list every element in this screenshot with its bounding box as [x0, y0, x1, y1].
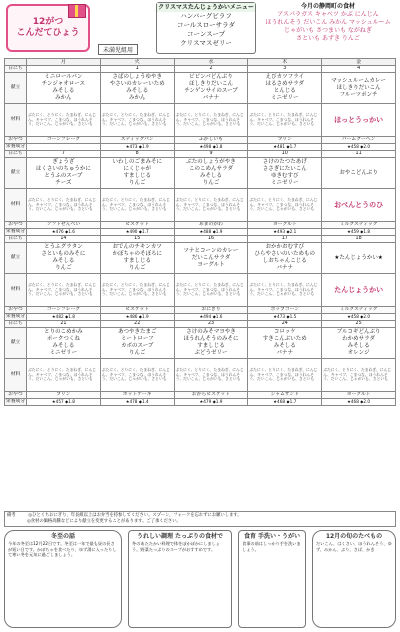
row-label: おやつ [5, 392, 27, 399]
date-cell: 2 [174, 66, 248, 73]
nutrition-cell: ★490 ◆1.7 [100, 229, 174, 236]
dish-item: りんご [128, 265, 146, 271]
date-cell: 1 [100, 66, 174, 73]
snack-cell: ホットケーキ [100, 392, 174, 399]
snack-cell: スティックパン [100, 137, 174, 144]
dish-cell [248, 243, 322, 274]
material-row [5, 104, 396, 137]
dish-row [5, 243, 396, 274]
toji-box [4, 530, 122, 628]
dish-item: やさいのカレーいため [109, 81, 165, 87]
snack-cell: ミルクスティック [322, 307, 396, 314]
dish-cell [100, 158, 174, 189]
row-label: 栄養成分 [5, 229, 26, 234]
dish-item: ミニロールパン [44, 74, 83, 80]
remark-line: ◎ひとくちおにぎり、年長組以上はお弁当を持参してください。スプーン、フォークを忘れずにお願いします。 [28, 513, 242, 518]
snack-cell: あまのがわ [174, 222, 248, 229]
nutrition-cell: ★473 ◆1.5 [248, 314, 322, 321]
material-cell: ぶたにく、とりにく、たまねぎ、にんじん、キャベツ、こまつな、ほうれんそう、だいこん、じゃがいも、さといも [100, 359, 174, 392]
cooking-title: うれしい調理 たっぷりの食材で [136, 533, 224, 540]
xmas-menu-box [156, 2, 256, 54]
nutrition-cell: ★478 ◆1.4 [100, 399, 174, 406]
toji-title: 冬至の話 [50, 533, 75, 540]
snack-cell: ヨーグルト [322, 392, 396, 399]
header [0, 0, 400, 56]
season-heading: 今月の静岡町の食材 [300, 3, 355, 10]
dish-item: バナナ [276, 265, 294, 271]
row-label: 材料 [5, 189, 27, 222]
weekday-header: 火 [100, 59, 174, 66]
dish-item: ツナとコーンのカレー [183, 247, 239, 254]
snack-cell: ポップコーン [248, 307, 322, 314]
material-cell: ぶたにく、とりにく、たまねぎ、にんじん、キャベツ、こまつな、ほうれんそう、だいこん、じゃがいも、さといも [174, 104, 248, 137]
dish-item: みそしる [52, 88, 75, 94]
snack-row [5, 392, 396, 399]
material-cell: ぶたにく、とりにく、たまねぎ、にんじん、キャベツ、こまつな、ほうれんそう、だいこん、じゃがいも、さといも [100, 104, 174, 137]
xmas-item: コーンスープ [186, 30, 226, 38]
dish-row [5, 73, 396, 104]
material-cell: ぶたにく、とりにく、たまねぎ、にんじん、キャベツ、こまつな、ほうれんそう、だいこん、じゃがいも、さといも [100, 189, 174, 222]
menu-table [4, 58, 396, 406]
cooking-box [128, 530, 232, 628]
xmas-item: ハンバーグピラフ [180, 12, 232, 20]
dish-item: りんご [202, 180, 220, 186]
dish-item: さといものみそに [41, 251, 86, 257]
seasonal-food-title: 12月の旬のたべもの [325, 533, 383, 540]
dish-item: ミニゼリー [271, 180, 299, 186]
dish-item: バナナ [276, 350, 294, 356]
dish-cell [27, 73, 101, 104]
dish-cell [174, 328, 248, 359]
row-label: 日にち [5, 66, 27, 73]
material-cell: ぶたにく、とりにく、たまねぎ、にんじん、キャベツ、こまつな、ほうれんそう、だいこん、じゃがいも、さといも [248, 189, 322, 222]
material-cell: ぶたにく、とりにく、たまねぎ、にんじん、キャベツ、こまつな、ほうれんそう、だいこん、じゃがいも、さといも [27, 274, 101, 307]
snack-cell: ふかしいも [174, 137, 248, 144]
dish-item: すましじる [123, 258, 151, 264]
material-cell: ぶたにく、とりにく、たまねぎ、にんじん、キャベツ、こまつな、ほうれんそう、だいこん、じゃがいも、さといも [174, 274, 248, 307]
row-label: 献立 [5, 243, 27, 274]
xmas-item: コールスローサラダ [176, 21, 236, 29]
row-label: おやつ [5, 222, 27, 229]
dish-item: すきこんぶいため [262, 336, 307, 342]
food-education-title: 食育 手洗い・うがい [243, 533, 301, 540]
snack-cell: ミルクスティック [322, 222, 396, 229]
snack-cell: ソフトせんべい [27, 222, 101, 229]
nutrition-cell: ★459 ◆1.8 [322, 229, 396, 236]
date-cell: 16 [174, 236, 248, 243]
snack-cell: プリン [27, 392, 101, 399]
season-line: ほうれんそう だいこん みかん マッシュルーム [265, 19, 391, 26]
dish-item: ★たんじょうかい★ [334, 254, 383, 261]
dish-item: みかん [128, 95, 146, 101]
toji-text: 今年の冬至は12月22日です。冬至は一年で最も昼の長さが短い日です。かぼちゃを食べたり、ゆず湯に入ったりして寒い冬を元気に過ごしましょう。 [8, 541, 117, 558]
dish-item: オレンジ [347, 350, 370, 356]
dish-item: フルーツポンチ [339, 91, 378, 98]
nutrition-cell: ★481 ◆1.7 [248, 144, 322, 151]
row-label: 日にち [5, 151, 27, 158]
date-cell: 23 [174, 321, 248, 328]
gift-icon [68, 4, 86, 18]
date-cell: 7 [27, 151, 101, 158]
row-label: 栄養成分 [5, 314, 26, 319]
seasonal-ingredients [262, 2, 394, 52]
nutrition-cell: ★476 ◆1.6 [27, 229, 101, 236]
date-row [5, 151, 396, 158]
dish-item: えびカツフライ [265, 74, 304, 80]
dish-item: とうふグラタン [44, 244, 83, 250]
remarks-label: 備考 [7, 513, 16, 518]
dish-item: はるさめサラダ [265, 81, 305, 87]
dish-item: みそしる [199, 173, 222, 179]
dish-row [5, 328, 396, 359]
dish-cell [100, 243, 174, 274]
dish-item: ささぎにたいこん [262, 166, 307, 172]
material-cell: ぶたにく、とりにく、たまねぎ、にんじん、キャベツ、こまつな、ほうれんそう、だいこん、じゃがいも、さといも [248, 274, 322, 307]
cooking-text: 冬のあたたかい料理で体をぽかぽかにしましょう。野菜たっぷりのスープがおすすめです。 [132, 541, 220, 552]
dish-item: さけのみそマヨやき [186, 329, 236, 335]
dish-item: さばのしょうゆやき [112, 74, 162, 80]
snack-cell: おにぎり [174, 307, 248, 314]
material-row [5, 189, 396, 222]
material-cell: ぶたにく、とりにく、たまねぎ、にんじん、キャベツ、こまつな、ほうれんそう、だいこん、じゃがいも、さといも [100, 274, 174, 307]
menu-title [6, 4, 90, 52]
weekday-row [5, 59, 396, 66]
remarks [4, 511, 396, 527]
material-row [5, 274, 396, 307]
dish-cell [248, 328, 322, 359]
dish-item: りんご [128, 180, 146, 186]
row-label: おやつ [5, 307, 27, 314]
weekday-header: 月 [27, 59, 101, 66]
material-cell: ぶたにく、とりにく、たまねぎ、にんじん、キャベツ、こまつな、ほうれんそう、だいこん、じゃがいも、さといも [248, 359, 322, 392]
dish-item: とうふのスープ [44, 173, 83, 179]
dish-item: いわしのごまみそに [112, 159, 162, 165]
snack-row [5, 222, 396, 229]
row-label: 栄養成分 [5, 399, 26, 404]
dish-item: あつやきたまご [117, 329, 157, 335]
nutrition-row [5, 314, 396, 321]
date-cell: 18 [322, 236, 396, 243]
dish-row [5, 158, 396, 189]
dish-item: にくじゃが [123, 166, 151, 172]
snack-cell: ビスケット [100, 222, 174, 229]
nutrition-row [5, 229, 396, 236]
row-label: 材料 [5, 104, 27, 137]
dish-item: バナナ [202, 95, 220, 101]
dish-cell [322, 158, 396, 189]
dish-cell [248, 158, 322, 189]
dish-item: わかめサラダ [342, 336, 376, 342]
dish-item: チンゲンサイのスープ [184, 88, 238, 94]
nutrition-cell: ★488 ◆1.9 [174, 229, 248, 236]
row-label: 日にち [5, 321, 27, 328]
dish-item: マッシュルームカレー [331, 77, 386, 84]
dish-item: ミニゼリー [271, 95, 299, 101]
nutrition-cell [27, 144, 101, 151]
event-illustration: たんじょうかい [322, 274, 396, 307]
dish-item: ゆきむすび [271, 173, 299, 179]
snack-cell: ビスケット [100, 307, 174, 314]
snack-cell: コーンフレーク [27, 137, 101, 144]
weekday-header: 水 [174, 59, 248, 66]
date-row [5, 236, 396, 243]
dish-item: みそしる [52, 258, 75, 264]
dish-item: ポークつくね [46, 336, 80, 342]
nutrition-cell: ★498 ◆1.8 [174, 144, 248, 151]
row-label: 材料 [5, 274, 27, 307]
snack-cell: ジャムサンド [248, 392, 322, 399]
dish-cell [27, 158, 101, 189]
xmas-heading: クリスマスたんじょうかいメニュー [158, 4, 254, 11]
nutrition-cell: ★458 ◆2.0 [322, 144, 396, 151]
dish-item: おやこどんぶり [339, 169, 378, 176]
subtitle: 未満児組用 [98, 44, 138, 55]
dish-item: しおちゃんこじる [262, 258, 307, 264]
material-cell: ぶたにく、とりにく、たまねぎ、にんじん、キャベツ、こまつな、ほうれんそう、だいこん、じゃがいも、さといも [27, 359, 101, 392]
dish-item: おでんのチキンカツ [112, 244, 162, 250]
weekday-header: 金 [322, 59, 396, 66]
dish-item: ミニゼリー [49, 350, 78, 356]
row-label: 日にち [5, 236, 27, 243]
nutrition-cell: ★479 ◆1.9 [174, 399, 248, 406]
dish-item: かぼちゃのそぼろに [112, 251, 162, 257]
snack-cell: おからビスケット [174, 392, 248, 399]
dish-item: チーズ [55, 180, 72, 186]
date-cell: 14 [27, 236, 101, 243]
season-line: さといも あずき りんご [296, 35, 360, 42]
food-education-text: 食事の前はしっかり手を洗いましょう。 [242, 541, 301, 552]
nutrition-cell: ★482 ◆1.8 [27, 314, 101, 321]
dish-item: りんご [128, 350, 146, 356]
dish-item: カボのスープ [120, 343, 154, 349]
row-label: おやつ [5, 137, 27, 144]
date-cell: 25 [322, 321, 396, 328]
title-line-2: こんだてひょう [16, 28, 80, 38]
dish-item: みかん [55, 95, 72, 101]
dish-cell [174, 73, 248, 104]
dish-item: みそしる [347, 343, 370, 349]
date-cell: 9 [174, 151, 248, 158]
row-label: 献立 [5, 73, 27, 104]
row-label: 栄養成分 [5, 144, 26, 149]
date-cell: 21 [27, 321, 101, 328]
dish-cell [248, 73, 322, 104]
material-row [5, 359, 396, 392]
nutrition-cell: ★486 ◆1.9 [100, 314, 174, 321]
dish-item: コロッケ [273, 329, 296, 335]
material-cell: ぶたにく、とりにく、たまねぎ、にんじん、キャベツ、こまつな、ほうれんそう、だいこん、じゃがいも、さといも [322, 359, 396, 392]
nutrition-cell: ★493 ◆2.1 [248, 229, 322, 236]
dish-item: さけのたつたあげ [262, 159, 307, 165]
material-cell: ぶたにく、とりにく、たまねぎ、にんじん、キャベツ、こまつな、ほうれんそう、だいこん、じゃがいも、さといも [248, 104, 322, 137]
dish-item: みそしる [273, 343, 296, 349]
dish-item: ビビンバどんぶり [189, 74, 233, 80]
xmas-item: クリスマスゼリー [180, 39, 232, 47]
dish-item: とんじる [273, 88, 296, 94]
dish-cell [27, 243, 101, 274]
season-line: じゃがいも さつまいも ながねぎ [284, 27, 372, 34]
date-cell: 10 [248, 151, 322, 158]
dish-item: ミートローフ [120, 336, 154, 342]
snack-row [5, 307, 396, 314]
dish-item: ぶたのしょうがやき [186, 159, 236, 165]
dish-item: だいこんサラダ [191, 254, 231, 261]
season-line: アスパラガス キャベツ かぶ にんじん [277, 11, 379, 18]
nutrition-cell: ★458 ◆2.0 [322, 314, 396, 321]
dish-item: すましじる [197, 343, 225, 349]
material-cell: ぶたにく、とりにく、たまねぎ、にんじん、キャベツ、こまつな、ほうれんそう、だいこん、じゃがいも、さといも [27, 104, 101, 137]
nutrition-row [5, 144, 396, 151]
date-cell: 4 [322, 66, 396, 73]
dish-item: ヨーグルト [197, 261, 225, 268]
row-label: 材料 [5, 359, 27, 392]
dish-cell [174, 158, 248, 189]
nutrition-cell: ★457 ◆1.8 [27, 399, 101, 406]
weekday-header: 木 [248, 59, 322, 66]
title-line-1: 12がつ [32, 17, 64, 27]
dish-cell [27, 328, 101, 359]
dish-cell [322, 73, 396, 104]
dish-item: すましじる [123, 173, 151, 179]
dish-item: みそしる [126, 88, 149, 94]
dish-item: ぎょうざ [52, 159, 75, 165]
row-label: 献立 [5, 158, 27, 189]
food-education-box [238, 530, 306, 628]
nutrition-cell: ★494 ◆1.6 [174, 314, 248, 321]
nutrition-cell: ★473 ◆1.9 [100, 144, 174, 151]
date-cell [27, 66, 101, 73]
dish-item: ほしきりだいこん [336, 84, 381, 91]
dish-cell [100, 328, 174, 359]
row-label: 献立 [5, 328, 27, 359]
snack-cell: ヨーグルト [248, 222, 322, 229]
event-illustration: ほっとうっかい [322, 104, 396, 137]
seasonal-food-text: だいこん、はくさい、ほうれんそう、ゆず、みかん、ぶり、さば、かき [316, 541, 392, 552]
snack-cell: バームクーヘン [322, 137, 396, 144]
dish-cell [322, 328, 396, 359]
dish-item: ほうれんそうのみそに [183, 336, 239, 342]
dish-item: ひらやさいのいためもの [254, 251, 316, 257]
date-cell: 17 [248, 236, 322, 243]
seasonal-food-box [312, 530, 396, 628]
nutrition-cell: ★468 ◆1.7 [248, 399, 322, 406]
date-cell: 24 [248, 321, 322, 328]
dish-item: とりのこめかみ [44, 329, 83, 335]
material-cell: ぶたにく、とりにく、たまねぎ、にんじん、キャベツ、こまつな、ほうれんそう、だいこん、じゃがいも、さといも [27, 189, 101, 222]
dish-item: みそしる [52, 343, 75, 349]
material-cell: ぶたにく、とりにく、たまねぎ、にんじん、キャベツ、こまつな、ほうれんそう、だいこん、じゃがいも、さといも [174, 189, 248, 222]
dish-item: ブルコギどんぶり [336, 329, 381, 335]
snack-cell: プリン [248, 137, 322, 144]
date-row [5, 66, 396, 73]
nutrition-cell: ★468 ◆2.0 [322, 399, 396, 406]
corner-cell [5, 59, 27, 66]
date-cell: 15 [100, 236, 174, 243]
dish-item: おかかおむすび [265, 244, 305, 250]
date-cell: 3 [248, 66, 322, 73]
event-illustration: おべんとうのひ [322, 189, 396, 222]
dish-item: ほしきりだいこん [188, 81, 233, 87]
snack-cell: コーンフレーク [27, 307, 101, 314]
dish-cell [174, 243, 248, 274]
date-cell: 11 [322, 151, 396, 158]
dish-item: りんご [55, 265, 72, 271]
dish-item: はくさいのちゅうかに [35, 166, 91, 172]
dish-cell [100, 73, 174, 104]
material-cell: ぶたにく、とりにく、たまねぎ、にんじん、キャベツ、こまつな、ほうれんそう、だいこん、じゃがいも、さといも [174, 359, 248, 392]
date-cell: 22 [100, 321, 174, 328]
dish-cell [322, 243, 396, 274]
date-row [5, 321, 396, 328]
dish-item: このこめんサラダ [189, 166, 233, 172]
nutrition-row [5, 399, 396, 406]
date-cell: 8 [100, 151, 174, 158]
dish-item: チンジャオロース [41, 81, 85, 87]
snack-row [5, 137, 396, 144]
remark-line: ◎食材の価格高騰などにより献立を変更することがあります。ご了承ください。 [27, 518, 181, 524]
dish-item: ぶどうゼリー [194, 350, 228, 356]
